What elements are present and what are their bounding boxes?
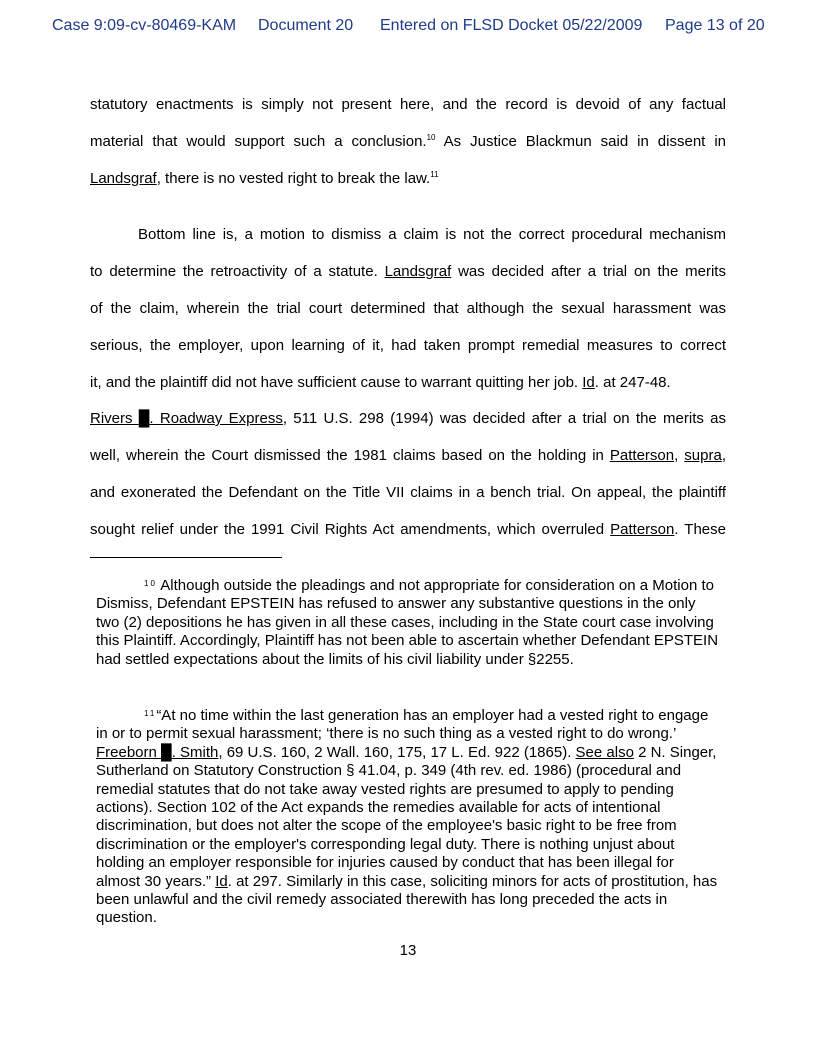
body-line: Rivers █. Roadway Express, 511 U.S. 298 (1994) was decided after a trial on the merits as — [90, 410, 726, 427]
case-cite: Patterson — [610, 521, 675, 538]
body-line: Bottom line is, a motion to dismiss a claim is not the correct procedural mechanism — [138, 226, 726, 243]
document-number: Document 20 — [258, 17, 354, 34]
case-cite: Landsgraf — [384, 263, 452, 280]
body-line: it, and the plaintiff did not have sufficient cause to warrant quitting her job. Id. at 247-48. — [90, 374, 671, 391]
docket-entry: Entered on FLSD Docket 05/22/2009 — [380, 17, 643, 34]
footnote-10 — [96, 575, 720, 669]
body-line: of the claim, wherein the trial court determined that although the sexual harassment was — [90, 300, 726, 317]
body-line: well, wherein the Court dismissed the 1981 claims based on the holding in Patterson, supra, — [90, 447, 726, 464]
case-cite: Id — [215, 872, 228, 890]
footnote-divider — [90, 557, 282, 558]
body-line: serious, the employer, upon learning of it, had taken prompt remedial measures to correct — [90, 337, 726, 354]
footnote-mark: 10 — [144, 579, 157, 588]
case-cite: Landsgraf — [90, 170, 157, 187]
footnote-ref-10: 10 — [426, 133, 436, 142]
redaction-block: █ — [138, 410, 150, 427]
body-line: and exonerated the Defendant on the Title VII claims in a bench trial. On appeal, the plaintiff — [90, 484, 726, 501]
body-line: material that would support such a conclusion.$^{10}$ As Justice Blackmun said in dissent in — [90, 133, 726, 150]
footnote-ref-11: 11 — [430, 170, 439, 179]
case-cite: Patterson — [609, 447, 675, 464]
case-cite: supra — [684, 447, 722, 464]
footnote-11: $^{11}$“At no time within the last generation has an employer had a vested right to engage in or to permit sexual harassment; ‘there is no such thing as a vested right to do wrong.’ Freeborn █. Smith, 69 U.S. 160, 2 Wall. 160, 175, 17 L. Ed. 922 (1865). See also 2 N. Singer, Sutherland on Statutory Construction § 41.04, p. 349 (4th rev. ed. 1986) (procedural and remedial statutes that do not take away vested rights are presumed to apply to pending actions). Section 102 of the Act expands the remedies available for acts of intentional discrimination, but does not alter the scope of the employee's basic right to be free from discrimination or the employer's corresponding legal duty. There is nothing unjust about holding an employer responsible for injuries caused by conduct that has been illegal for almost 30 years.” Id. at 297. Similarly in this case, soliciting minors for acts of prostitution, has been unlawful and the civil remedy associated therewith has long preceded the acts in question. — [96, 707, 718, 927]
page-number: 13 — [399, 942, 417, 959]
redaction-block: █ — [161, 743, 172, 761]
body-line: sought relief under the 1991 Civil Rights Act amendments, which overruled Patterson. These — [90, 521, 726, 538]
footnote-mark: 11 — [144, 709, 157, 718]
body-line: Landsgraf, there is no vested right to break the law.$^{11}$ — [90, 170, 439, 187]
body-line: to determine the retroactivity of a statute. Landsgraf was decided after a trial on the merits — [90, 263, 726, 280]
case-cite: Rivers █. Roadway Express — [90, 410, 283, 427]
docket-header — [0, 17, 816, 39]
body-line: statutory enactments is simply not present here, and the record is devoid of any factual — [90, 96, 726, 113]
footnote-text: Although outside the pleadings and not appropriate for consideration on a Motion to Dismiss, Defendant EPSTEIN has refused to answer any substantive questions in the only two (2) depositions he has given in all these cases, including in the State court case involving this Plaintiff. Accordingly, Plaintiff has not been able to ascertain whether Defendant EPSTEIN had settled expectations about the limits of his civil liability under §2255. — [96, 577, 719, 668]
case-cite: Freeborn █. Smith — [96, 743, 219, 761]
signal-see-also: See also — [575, 743, 634, 761]
case-number: Case 9:09-cv-80469-KAM — [52, 17, 237, 34]
page-count: Page 13 of 20 — [665, 17, 765, 34]
case-cite: Id — [582, 374, 595, 391]
